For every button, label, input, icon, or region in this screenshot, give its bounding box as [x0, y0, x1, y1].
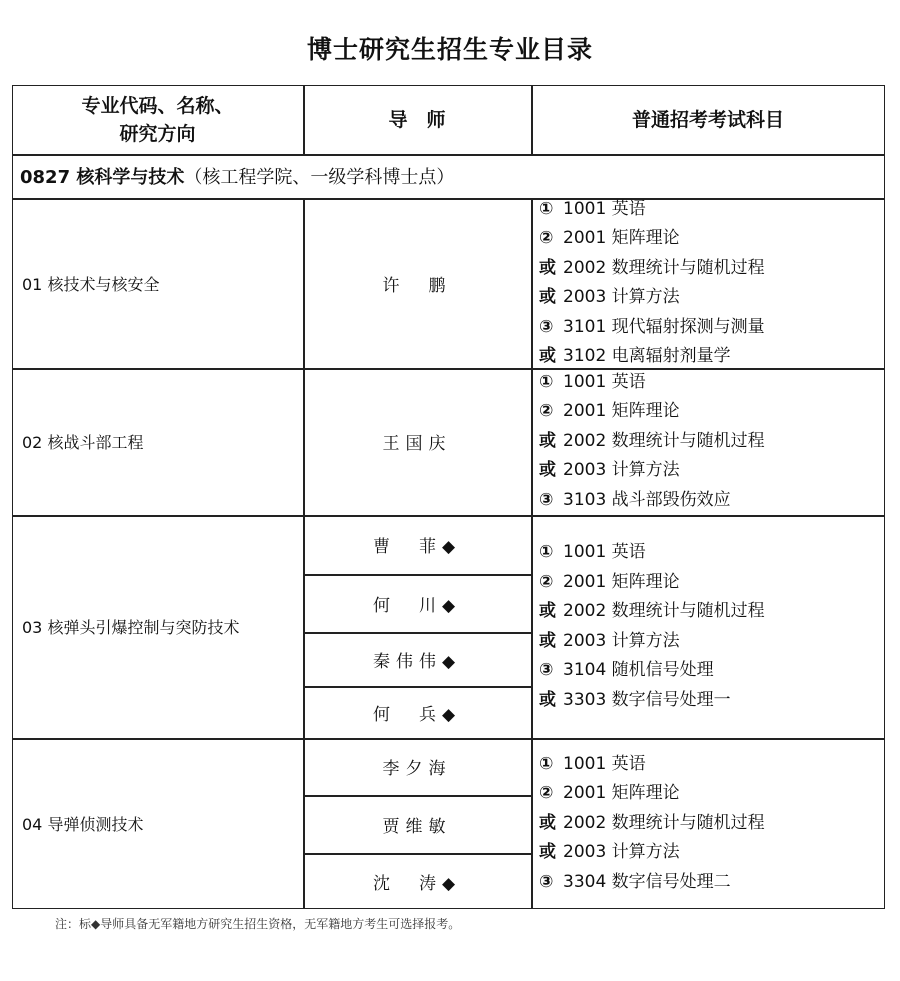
- subjects-cell: [531, 515, 885, 738]
- tutor-cell: [303, 368, 531, 515]
- subject-line: [539, 397, 680, 427]
- subject-text: 3304 数字信号处理二: [563, 871, 731, 892]
- header-direction-line1: 专业代码、名称、: [81, 94, 234, 117]
- subject-prefix: 或: [539, 430, 556, 451]
- subject-prefix: ①: [539, 542, 554, 562]
- subject-prefix: ②: [539, 401, 554, 422]
- subject-text: 2001 矩阵理论: [563, 571, 680, 592]
- subject-line: [539, 868, 731, 898]
- direction-label: 03 核弹头引爆控制与突防技术: [22, 618, 240, 637]
- header-subjects-label: 普通招考考试科目: [631, 108, 784, 131]
- direction-cell: [12, 198, 303, 368]
- direction-cell: [12, 368, 303, 515]
- subject-line: [539, 313, 765, 343]
- direction-cell: [12, 515, 303, 738]
- subject-prefix: ②: [539, 571, 554, 592]
- tutor-name: 李夕海: [382, 759, 452, 779]
- header-tutor-label: 导 师: [388, 108, 446, 131]
- subject-line: [539, 656, 714, 686]
- tutor-cell: [303, 738, 531, 795]
- subject-text: 3104 随机信号处理: [563, 660, 714, 680]
- subject-line: [539, 838, 680, 868]
- subject-prefix: 或: [539, 460, 556, 481]
- subject-text: 1001 英语: [563, 371, 646, 392]
- subject-text: 3103 战斗部毁伤效应: [563, 489, 731, 510]
- subject-prefix: 或: [539, 346, 556, 366]
- tutor-cell: [303, 198, 531, 368]
- tutor-cell: [303, 515, 531, 574]
- subject-line: [539, 809, 765, 839]
- direction-label: 02 核战斗部工程: [22, 433, 144, 452]
- header-direction: [12, 85, 303, 154]
- subject-line: [539, 486, 731, 516]
- subject-line: [539, 368, 646, 398]
- subject-prefix: ③: [539, 489, 554, 510]
- subject-line: [539, 627, 680, 657]
- subject-prefix: 或: [539, 630, 556, 651]
- subject-prefix: ①: [539, 198, 554, 219]
- subject-prefix: ②: [539, 228, 554, 248]
- subject-line: [539, 195, 646, 225]
- subject-text: 2003 计算方法: [563, 630, 680, 651]
- direction-label: 04 导弹侦测技术: [22, 815, 144, 834]
- subject-prefix: ①: [539, 753, 554, 774]
- tutor-cell: [303, 795, 531, 853]
- tutor-name: 王国庆: [382, 434, 452, 454]
- direction-label: 01 核技术与核安全: [22, 274, 160, 294]
- tutor-name: 许 鹏: [382, 275, 452, 296]
- tutor-name: 曹 菲◆: [372, 537, 462, 557]
- subject-text: 2003 计算方法: [563, 842, 680, 863]
- subject-text: 2002 数理统计与随机过程: [563, 812, 765, 833]
- subject-prefix: ③: [539, 871, 554, 892]
- header-direction-line2: 研究方向: [119, 122, 196, 145]
- subject-prefix: ③: [539, 316, 554, 337]
- subject-line: [539, 224, 680, 254]
- subject-prefix: ③: [539, 660, 554, 680]
- subject-line: [539, 254, 765, 284]
- subject-text: 2002 数理统计与随机过程: [563, 430, 765, 451]
- section-code: 0827 核科学与技术: [20, 167, 185, 188]
- subject-text: 3101 现代辐射探测与测量: [563, 316, 765, 337]
- subject-text: 2002 数理统计与随机过程: [563, 257, 765, 278]
- subject-text: 1001 英语: [563, 753, 646, 774]
- subject-line: [539, 427, 765, 457]
- subjects-cell: [531, 198, 885, 368]
- subject-text: 2003 计算方法: [563, 460, 680, 481]
- subject-text: 1001 英语: [563, 542, 646, 562]
- subject-text: 2001 矩阵理论: [563, 228, 680, 248]
- subject-prefix: 或: [539, 812, 556, 833]
- direction-cell: [12, 738, 303, 909]
- header-tutor: [303, 85, 531, 154]
- tutor-name: 何 川◆: [372, 595, 462, 616]
- header-subjects: [531, 85, 885, 154]
- tutor-cell: [303, 574, 531, 632]
- section-note: （核工程学院、一级学科博士点）: [184, 167, 455, 188]
- subject-prefix: 或: [539, 842, 556, 863]
- subject-text: 1001 英语: [563, 198, 646, 219]
- footnote: 注：标◆导师具备无军籍地方研究生招生资格，无军籍地方考生可选择报考。: [55, 917, 461, 931]
- subject-prefix: ②: [539, 783, 554, 804]
- subject-line: [539, 283, 680, 313]
- subject-prefix: 或: [539, 601, 556, 621]
- subject-text: 2003 计算方法: [563, 287, 680, 307]
- tutor-name: 贾维敏: [382, 816, 452, 837]
- subject-prefix: 或: [539, 287, 556, 307]
- subject-text: 2002 数理统计与随机过程: [563, 601, 765, 621]
- tutor-cell: [303, 853, 531, 909]
- subjects-cell: [531, 738, 885, 909]
- subject-text: 3303 数字信号处理一: [563, 689, 731, 710]
- subject-text: 3102 电离辐射剂量学: [563, 346, 731, 366]
- subject-prefix: 或: [539, 689, 556, 710]
- tutor-name: 秦伟伟◆: [372, 651, 462, 672]
- header-direction-text: [81, 92, 233, 148]
- section-row: [12, 154, 885, 198]
- subject-text: 2001 矩阵理论: [563, 783, 680, 804]
- subject-line: [539, 597, 765, 627]
- subject-line: [539, 538, 646, 568]
- tutor-name: 沈 涛◆: [372, 873, 462, 894]
- tutor-cell: [303, 632, 531, 686]
- subject-line: [539, 686, 731, 716]
- page-title: 博士研究生招生专业目录: [306, 35, 593, 64]
- tutor-name: 何 兵◆: [372, 704, 462, 725]
- subject-prefix: ①: [539, 371, 554, 392]
- subject-line: [539, 456, 680, 486]
- subjects-cell: [531, 368, 885, 515]
- subject-prefix: 或: [539, 257, 556, 278]
- subject-text: 2001 矩阵理论: [563, 401, 680, 422]
- tutor-cell: [303, 686, 531, 738]
- subject-line: [539, 779, 680, 809]
- subject-line: [539, 568, 680, 598]
- subject-line: [539, 750, 646, 780]
